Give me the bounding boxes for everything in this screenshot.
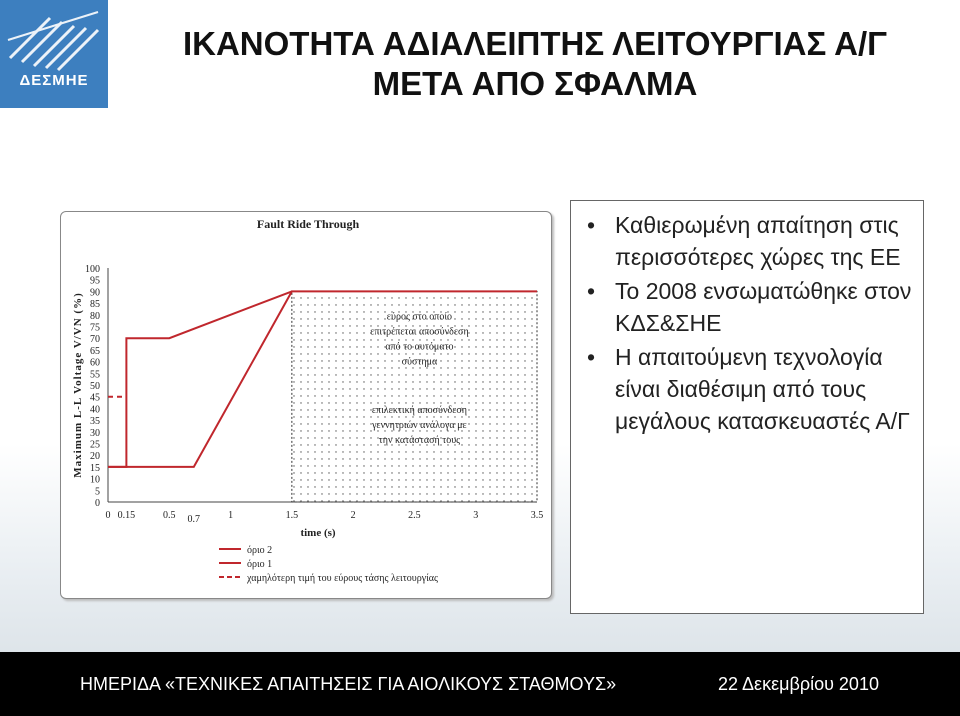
y-tick-label: 65 xyxy=(90,345,100,357)
title-line-1: ΙΚΑΝΟΤΗΤΑ ΑΔΙΑΛΕΙΠΤΗΣ ΛΕΙΤΟΥΡΓΙΑΣ Α/Γ xyxy=(182,25,888,62)
y-tick-label: 0 xyxy=(95,498,100,509)
logo-emblem-icon xyxy=(0,0,108,108)
chart-frame xyxy=(60,211,552,599)
chart-annotation: γεννητριών ανάλογα με xyxy=(372,420,467,432)
bullet-text: Η απαιτούμενη τεχνολογία είναι διαθέσιμη από τους μεγάλους κατασκευαστές Α/Γ xyxy=(615,344,910,434)
chart-annotation: επιτρέπεται αποσύνδεση xyxy=(370,326,469,338)
y-tick-label: 60 xyxy=(90,357,100,369)
y-tick-label: 40 xyxy=(90,404,100,416)
y-tick-label: 25 xyxy=(90,439,100,451)
y-tick-label: 90 xyxy=(90,287,100,299)
desmie-logo xyxy=(0,0,108,108)
x-tick-label: 1.5 xyxy=(285,510,299,521)
y-tick-label: 80 xyxy=(90,310,100,322)
y-tick-label: 5 xyxy=(95,486,100,498)
y-tick-label: 85 xyxy=(90,299,100,311)
bullet-dot-icon: • xyxy=(587,344,596,370)
x-tick-label: 1 xyxy=(228,510,234,521)
bullet-list xyxy=(571,201,923,437)
y-tick-label: 15 xyxy=(90,462,100,474)
footer-date: 22 Δεκεμβρίου 2010 xyxy=(718,674,879,694)
y-tick-label: 50 xyxy=(90,381,100,392)
legend-label: όριο 2 xyxy=(247,545,273,556)
bullet-box xyxy=(570,200,924,614)
x-tick-label: 0 xyxy=(105,510,111,521)
y-tick-label: 45 xyxy=(90,392,100,404)
page-title xyxy=(110,24,960,104)
chart-annotation: σύστημα xyxy=(401,356,438,368)
footer-bar xyxy=(0,652,960,716)
chart-annotation: από το αυτόματο xyxy=(385,341,454,353)
y-tick-label: 10 xyxy=(90,474,100,486)
bullet-item xyxy=(587,275,917,339)
chart-annotation: επιλεκτική αποσύνδεση xyxy=(371,405,468,417)
logo-text: ΔΕΣΜΗΕ xyxy=(19,72,89,89)
series-line xyxy=(108,291,292,467)
y-axis-label: Maximum L-L Voltage V/VN (%) xyxy=(72,292,84,478)
x-tick-label: 0.7 xyxy=(187,514,201,525)
chart-annotation: την κατάστασή τους xyxy=(378,435,461,447)
legend-label: όριο 1 xyxy=(247,559,273,570)
y-tick-label: 30 xyxy=(90,427,100,439)
x-tick-label: 2.5 xyxy=(408,510,421,521)
y-tick-label: 95 xyxy=(90,275,100,287)
x-axis-label: time (s) xyxy=(300,527,336,539)
bullet-item xyxy=(587,209,917,273)
y-tick-label: 35 xyxy=(90,416,100,428)
title-line-2: ΜΕΤΑ ΑΠΟ ΣΦΑΛΜΑ xyxy=(372,65,698,102)
bullet-dot-icon: • xyxy=(587,212,596,238)
y-tick-label: 55 xyxy=(90,369,100,381)
chart-annotation: εύρος στο οποίο xyxy=(386,311,453,323)
chart-title: Fault Ride Through xyxy=(256,217,360,231)
footer-event-title: ΗΜΕΡΙΔΑ «ΤΕΧΝΙΚΕΣ ΑΠΑΙΤΗΣΕΙΣ ΓΙΑ ΑΙΟΛΙΚΟΥΣ ΣΤΑΘΜΟΥΣ» xyxy=(80,674,617,694)
x-tick-label: 0.15 xyxy=(117,510,136,521)
bullet-text: Το 2008 ενσωματώθηκε στον ΚΔΣ&ΣΗΕ xyxy=(615,278,912,336)
fault-ride-through-chart xyxy=(61,212,551,598)
bullet-dot-icon: • xyxy=(587,278,596,304)
x-tick-label: 2 xyxy=(350,510,356,521)
y-tick-label: 75 xyxy=(90,322,100,334)
y-tick-label: 70 xyxy=(90,334,100,346)
x-tick-label: 3.5 xyxy=(530,510,544,521)
bullet-item xyxy=(587,341,917,437)
x-tick-label: 0.5 xyxy=(163,510,176,521)
disconnection-region xyxy=(292,291,537,502)
bullet-text: Καθιερωμένη απαίτηση στις περισσότερες χώρες της ΕΕ xyxy=(615,212,901,270)
y-tick-label: 100 xyxy=(85,264,100,275)
x-tick-label: 3 xyxy=(473,510,479,521)
y-tick-label: 20 xyxy=(90,451,100,463)
legend-label: χαμηλότερη τιμή του εύρους τάσης λειτουργίας xyxy=(247,573,439,584)
